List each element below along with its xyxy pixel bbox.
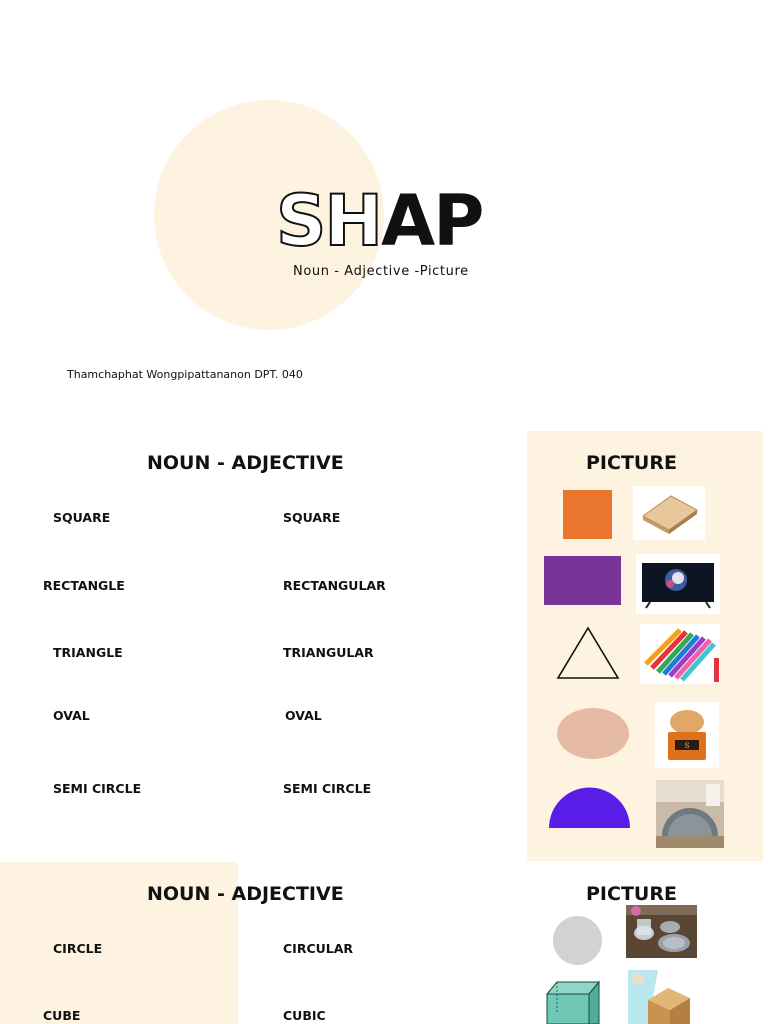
doormat-photo xyxy=(656,780,724,848)
gray-circle-shape xyxy=(553,916,602,965)
orange-square-shape xyxy=(563,490,612,539)
television-photo xyxy=(636,554,720,614)
blue-semicircle-shape xyxy=(549,787,630,829)
coasters-photo xyxy=(626,905,697,958)
teal-cube-shape xyxy=(543,980,601,1024)
author-line: Thamchaphat Wongpipattananon DPT. 040 xyxy=(67,368,303,381)
adjective-oval: OVAL xyxy=(285,708,322,723)
title-outline-part: SH xyxy=(276,180,381,262)
title-solid-part: AP xyxy=(381,180,483,262)
noun-oval: OVAL xyxy=(53,708,90,723)
noun-triangle: TRIANGLE xyxy=(53,645,123,660)
noun-adjective-heading: NOUN - ADJECTIVE xyxy=(147,452,344,474)
adjective-rectangular: RECTANGULAR xyxy=(283,578,386,593)
colored-pencils-photo xyxy=(640,624,720,684)
bread-box-photo xyxy=(655,702,719,768)
purple-rectangle-shape xyxy=(544,556,621,605)
noun-adjective-heading-2: NOUN - ADJECTIVE xyxy=(147,883,344,905)
svg-text:S: S xyxy=(684,742,690,750)
adjective-square: SQUARE xyxy=(283,510,341,525)
adjective-triangular: TRIANGULAR xyxy=(283,645,374,660)
noun-rectangle: RECTANGLE xyxy=(43,578,125,593)
triangle-outline-shape xyxy=(556,626,620,680)
noun-square: SQUARE xyxy=(53,510,111,525)
picture-heading: PICTURE xyxy=(586,452,677,474)
page-subtitle: Noun - Adjective -Picture xyxy=(293,264,469,279)
adjective-circular: CIRCULAR xyxy=(283,941,354,956)
noun-cube: CUBE xyxy=(43,1008,81,1023)
noun-semi-circle: SEMI CIRCLE xyxy=(53,781,142,796)
noun-circle: CIRCLE xyxy=(53,941,103,956)
adjective-cubic: CUBIC xyxy=(283,1008,326,1023)
peach-oval-shape xyxy=(557,708,629,759)
adjective-semi-circle: SEMI CIRCLE xyxy=(283,781,372,796)
picture-heading-2: PICTURE xyxy=(586,883,677,905)
wooden-board-photo xyxy=(633,486,705,540)
page-title xyxy=(276,180,483,262)
cardboard-box-photo xyxy=(628,970,702,1024)
